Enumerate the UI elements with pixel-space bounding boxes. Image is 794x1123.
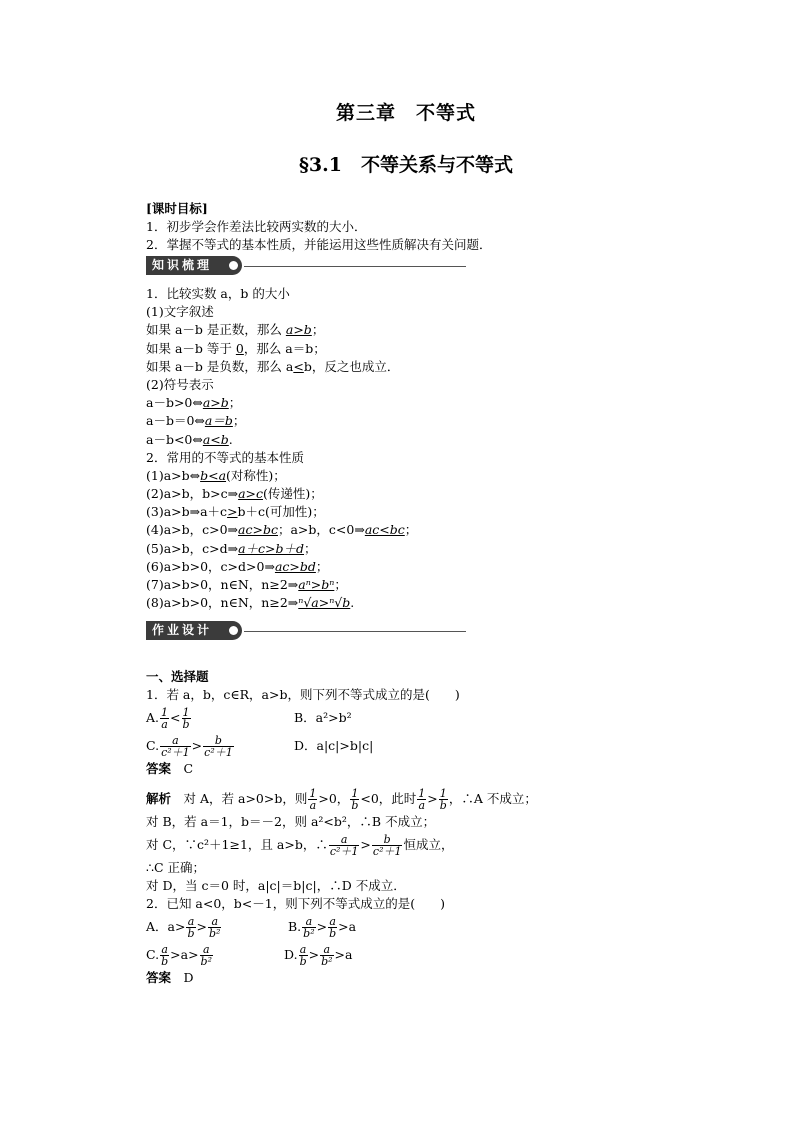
text: (传递性)； bbox=[263, 486, 323, 502]
numerator: b bbox=[203, 735, 234, 747]
numerator: a bbox=[299, 943, 307, 957]
text: (3)a>b⇒a＋c bbox=[146, 504, 228, 520]
text: C. bbox=[146, 947, 160, 963]
text-line bbox=[146, 485, 666, 503]
denominator: a bbox=[418, 798, 426, 812]
text: (5)a>b，c>d⇒ bbox=[146, 540, 239, 556]
text: ； bbox=[228, 395, 242, 411]
option-d bbox=[284, 941, 352, 969]
text: (1)a>b⇔ bbox=[146, 467, 201, 483]
fraction bbox=[299, 944, 308, 967]
numerator: a bbox=[161, 943, 168, 957]
text-line: 2．常用的不等式的基本性质 bbox=[146, 449, 304, 465]
text: <0，此时 bbox=[360, 790, 417, 806]
text: ；a>b，c<0⇒ bbox=[277, 522, 365, 538]
numerator: 1 bbox=[439, 786, 447, 800]
operator: > bbox=[360, 836, 371, 852]
denominator: c²＋1 bbox=[204, 746, 233, 760]
blank-answer: a>b bbox=[202, 395, 229, 411]
text: ； bbox=[311, 322, 325, 338]
operator: > bbox=[308, 947, 320, 963]
blank-answer: a>c bbox=[238, 486, 264, 502]
fraction bbox=[200, 944, 213, 967]
operator: > bbox=[427, 790, 438, 806]
operator: > bbox=[196, 919, 207, 935]
text: ，那么 a＝b； bbox=[243, 340, 326, 356]
analysis-line bbox=[146, 831, 666, 859]
text-line bbox=[146, 394, 666, 412]
homework-block bbox=[146, 668, 666, 988]
goal-item: 2．掌握不等式的基本性质，并能运用这些性质解决有关问题． bbox=[146, 237, 492, 253]
blank-answer: aⁿ>bⁿ bbox=[298, 577, 335, 592]
text-line: (2)符号表示 bbox=[146, 376, 214, 392]
text: 恒成立， bbox=[403, 836, 454, 852]
option-a bbox=[146, 915, 222, 941]
numerator: a bbox=[329, 915, 336, 929]
option-a bbox=[146, 706, 192, 732]
text: a－b＝0⇔ bbox=[146, 413, 205, 429]
fraction bbox=[328, 916, 337, 939]
analysis-label: 解析 bbox=[146, 790, 172, 806]
text: 对 A，若 a>0>b，则 bbox=[183, 790, 308, 806]
numerator: a bbox=[160, 735, 191, 747]
fraction bbox=[186, 916, 195, 939]
numerator: a bbox=[320, 944, 333, 956]
option-b bbox=[288, 913, 356, 941]
denominator: b bbox=[182, 718, 190, 732]
answer-label: 答案 bbox=[146, 970, 172, 986]
analysis-line: ∴C 正确； bbox=[146, 859, 205, 875]
text: (2)a>b，b>c⇒ bbox=[146, 486, 239, 502]
denominator: a bbox=[309, 798, 317, 812]
text-line bbox=[146, 503, 666, 521]
options-row bbox=[146, 913, 666, 941]
numerator: a bbox=[302, 916, 315, 928]
text: (4)a>b，c>0⇒ bbox=[146, 522, 239, 538]
text-line bbox=[146, 521, 666, 539]
fraction bbox=[350, 788, 359, 811]
denominator: c²＋1 bbox=[161, 746, 190, 760]
numerator: 1 bbox=[418, 786, 426, 800]
blank-answer: ac<bc bbox=[364, 522, 405, 538]
text-line bbox=[146, 431, 666, 449]
denominator: b² bbox=[200, 955, 212, 969]
fraction bbox=[208, 916, 221, 939]
blank-answer: a>b bbox=[285, 322, 312, 338]
text-line bbox=[146, 358, 666, 376]
denominator: b bbox=[329, 927, 337, 941]
text-line bbox=[146, 576, 666, 594]
text: 如果 a－b 是正数，那么 bbox=[146, 322, 286, 338]
fraction bbox=[320, 944, 333, 967]
text: a－b>0⇔ bbox=[146, 395, 203, 411]
options-row bbox=[146, 732, 666, 760]
text: >0， bbox=[318, 790, 350, 806]
fraction bbox=[439, 788, 448, 811]
text: A．a> bbox=[146, 919, 186, 935]
denominator: b bbox=[439, 798, 447, 812]
question-2: 2．已知 a<0，b<－1，则下列不等式成立的是( ) bbox=[146, 896, 445, 912]
numerator: a bbox=[187, 915, 195, 929]
text: b＋c(可加性)； bbox=[237, 504, 325, 520]
blank-answer: ac>bc bbox=[238, 522, 278, 538]
numerator: 1 bbox=[182, 706, 190, 720]
option-c bbox=[146, 943, 214, 969]
text-line: 1．比较实数 a，b 的大小 bbox=[146, 286, 290, 301]
bar-label: 知识梳理 bbox=[146, 256, 242, 275]
analysis-line bbox=[146, 785, 666, 813]
numerator: a bbox=[200, 944, 213, 956]
fraction bbox=[302, 916, 315, 939]
text: . bbox=[228, 431, 233, 447]
text: a－b<0⇔ bbox=[146, 431, 203, 447]
text: >a bbox=[338, 919, 357, 935]
answer-line bbox=[146, 760, 666, 778]
bullet-dot-icon bbox=[229, 261, 238, 270]
blank-answer: 0 bbox=[235, 340, 244, 356]
blank-answer: ac>bd bbox=[274, 558, 316, 574]
analysis-line: 对 D，当 c＝0 时，a|c|＝b|c|，∴D 不成立． bbox=[146, 877, 406, 893]
fraction bbox=[160, 944, 169, 967]
text-line: (1)文字叙述 bbox=[146, 304, 214, 320]
text: 如果 a－b 等于 bbox=[146, 340, 236, 356]
section-bar-homework bbox=[146, 621, 466, 641]
blank-answer: b<a bbox=[200, 467, 227, 483]
numerator: a bbox=[208, 916, 221, 928]
text-line bbox=[146, 321, 666, 339]
denominator: b bbox=[299, 955, 307, 969]
denominator: b² bbox=[209, 927, 221, 941]
text: (7)a>b>0，n∈N，n≥2⇒ bbox=[146, 577, 299, 592]
denominator: b² bbox=[303, 927, 315, 941]
fraction bbox=[417, 788, 426, 811]
text: ； bbox=[304, 540, 317, 556]
chapter-title: 第三章 不等式 bbox=[335, 102, 476, 124]
numerator: b bbox=[372, 834, 403, 846]
text-line bbox=[146, 412, 666, 430]
answer-line bbox=[146, 969, 666, 987]
denominator: a bbox=[161, 718, 168, 732]
fraction bbox=[182, 707, 191, 730]
blank-answer: > bbox=[227, 504, 238, 520]
option-c bbox=[146, 734, 235, 760]
fraction bbox=[203, 735, 234, 758]
text-line bbox=[146, 558, 666, 576]
denominator: c²＋1 bbox=[329, 844, 359, 858]
text-line bbox=[146, 467, 666, 485]
text: (6)a>b>0，c>d>0⇒ bbox=[146, 558, 275, 574]
text: ，∴A 不成立； bbox=[448, 790, 537, 806]
text: . bbox=[350, 595, 355, 611]
divider bbox=[244, 266, 466, 267]
fraction bbox=[329, 834, 360, 857]
fraction bbox=[160, 707, 169, 730]
text: (对称性)； bbox=[226, 467, 286, 483]
denominator: c²＋1 bbox=[372, 844, 402, 858]
option-label: A. bbox=[146, 710, 160, 726]
section-bar-knowledge bbox=[146, 256, 466, 276]
text: ； bbox=[404, 522, 418, 538]
text: B. bbox=[288, 919, 302, 935]
blank-answer: a＋c>b＋d bbox=[238, 540, 305, 556]
fraction bbox=[372, 834, 403, 857]
operator: < bbox=[170, 710, 181, 726]
goals-heading: [课时目标] bbox=[146, 201, 208, 216]
fraction bbox=[308, 788, 317, 811]
analysis-line: 对 B，若 a＝1，b＝－2，则 a²<b²，∴B 不成立； bbox=[146, 813, 436, 829]
operator: > bbox=[316, 919, 328, 935]
text-line bbox=[146, 540, 666, 558]
operator: > bbox=[191, 738, 203, 754]
numerator: a bbox=[329, 834, 360, 846]
option-d: D．a|c|>b|c| bbox=[294, 738, 374, 754]
option-b: B．a²>b² bbox=[294, 710, 352, 726]
goals-block bbox=[146, 200, 666, 255]
text: ； bbox=[334, 577, 347, 592]
option-label: C. bbox=[146, 738, 160, 754]
text: D. bbox=[284, 947, 298, 963]
text-line bbox=[146, 340, 666, 358]
fraction bbox=[160, 735, 191, 758]
section-title: §3.1 不等关系与不等式 bbox=[299, 154, 513, 176]
answer-value: C bbox=[183, 761, 194, 777]
blank-answer: ⁿ√a>ⁿ√b bbox=[298, 595, 351, 611]
denominator: b² bbox=[321, 955, 333, 969]
bar-label: 作业设计 bbox=[146, 621, 242, 640]
text: >a bbox=[334, 947, 353, 963]
numerator: 1 bbox=[351, 786, 359, 800]
text: 如果 a－b 是负数，那么 a bbox=[146, 358, 294, 374]
numerator: 1 bbox=[161, 706, 169, 720]
question-1: 1．若 a，b，c∈R，a>b，则下列不等式成立的是( ) bbox=[146, 687, 460, 703]
denominator: b bbox=[187, 927, 195, 941]
text: (8)a>b>0，n∈N，n≥2⇒ bbox=[146, 595, 299, 611]
blank-answer: < bbox=[293, 358, 304, 374]
denominator: b bbox=[351, 798, 359, 812]
bullet-dot-icon bbox=[229, 626, 238, 635]
homework-heading: 一、选择题 bbox=[146, 669, 209, 684]
text: >a> bbox=[170, 947, 199, 963]
text: b，反之也成立． bbox=[303, 358, 400, 374]
text-line bbox=[146, 594, 666, 612]
blank-answer: a＝b bbox=[204, 413, 233, 429]
blank-answer: a<b bbox=[202, 431, 229, 447]
answer-value: D bbox=[183, 970, 194, 986]
numerator: 1 bbox=[309, 786, 317, 800]
text: ； bbox=[232, 413, 246, 429]
knowledge-block bbox=[146, 285, 666, 612]
denominator: b bbox=[161, 955, 169, 969]
divider bbox=[244, 631, 466, 632]
text: 对 C，∵c²＋1≥1，且 a>b，∴ bbox=[146, 836, 328, 852]
answer-label: 答案 bbox=[146, 761, 172, 777]
goal-item: 1．初步学会作差法比较两实数的大小． bbox=[146, 219, 367, 235]
options-row bbox=[146, 941, 666, 969]
options-row bbox=[146, 704, 666, 732]
text: ； bbox=[315, 558, 329, 574]
